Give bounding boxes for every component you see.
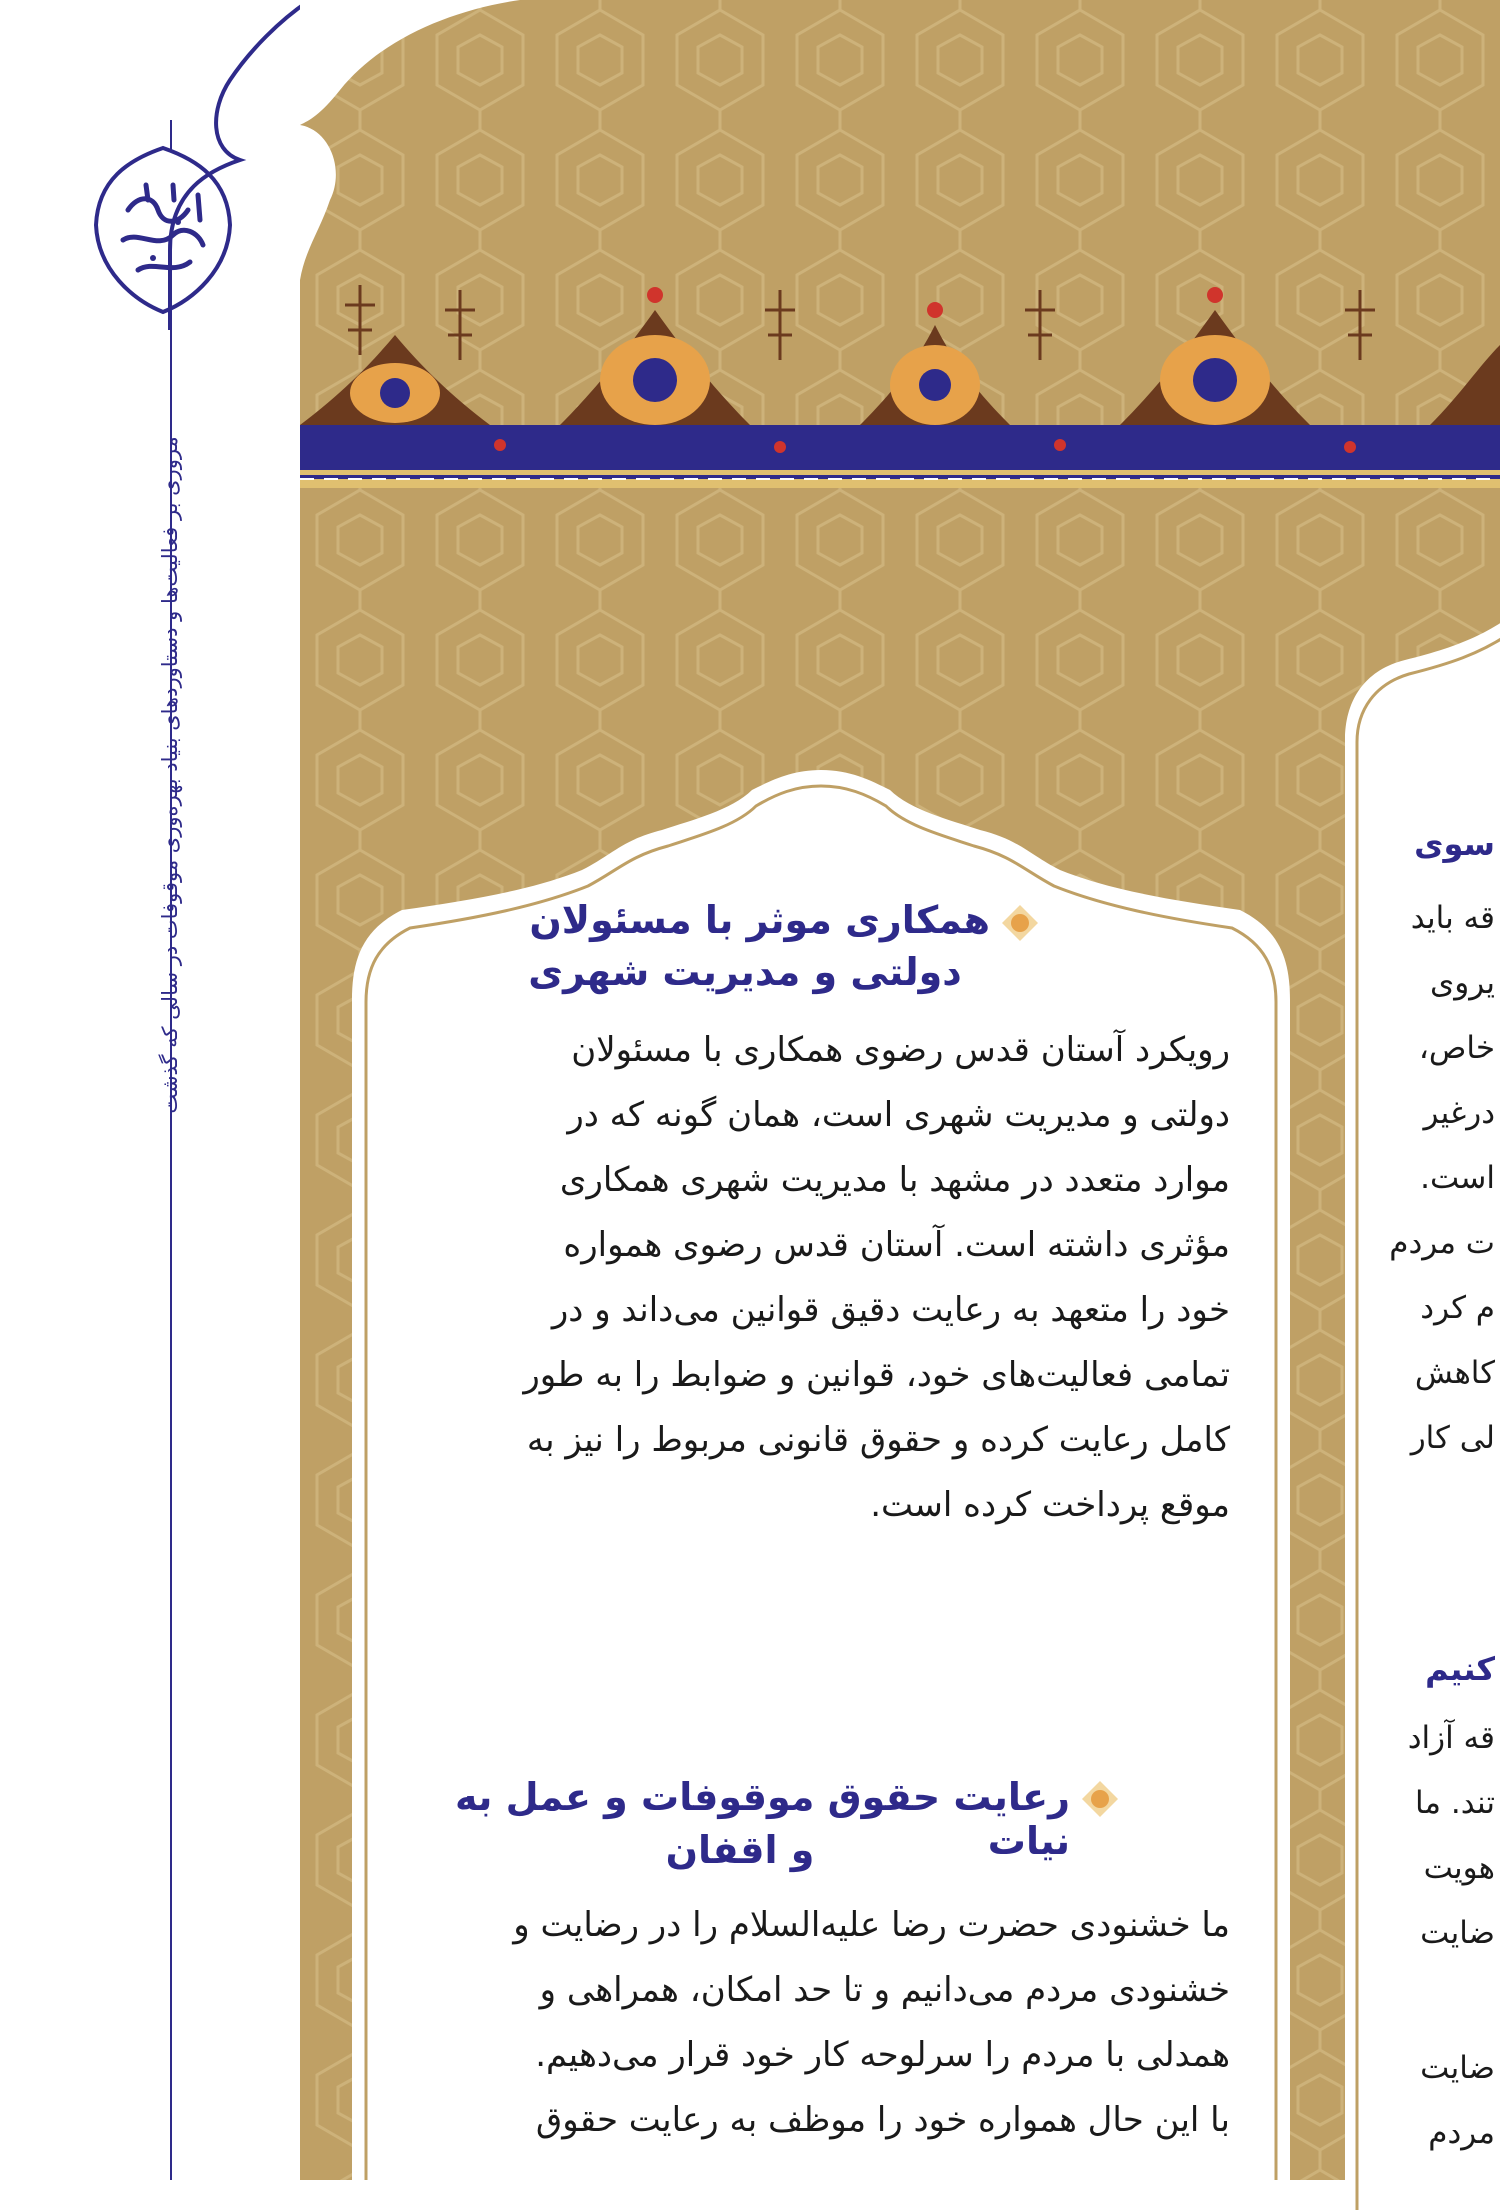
right-column-clip [1345,610,1500,2180]
right-line: تند. ما [1414,1785,1495,1821]
right-line: کاهش [1414,1355,1495,1391]
right-line: قه آزاد [1407,1720,1495,1756]
paragraph-line: دولتی و مدیریت شهری است، همان گونه که در [567,1095,1230,1135]
ornamental-band [300,275,1500,505]
right-line: ت مردم [1389,1225,1495,1261]
paragraph-line: خشنودی مردم می‌دانیم و تا حد امکان، همراهی و [539,1970,1230,2010]
right-line: درغیر [1423,1095,1495,1131]
paragraph-line: خود را متعهد به رعایت دقیق قوانین می‌داند و در [551,1290,1230,1330]
arch-corner [300,0,520,300]
paragraph-line: مؤثری داشته است. آستان قدس رضوی همواره [563,1225,1230,1265]
right-line: قه باید [1410,900,1495,936]
right-line: ضایت [1420,2050,1495,2086]
right-line: ضایت [1420,1915,1495,1951]
right-line: خاص، [1418,1030,1495,1066]
section-heading-line2: دولتی و مدیریت شهری [528,950,962,994]
bullet-icon [1000,903,1040,943]
right-line: است. [1420,1160,1495,1196]
paragraph-line: کامل رعایت کرده و حقوق قانونی مربوط را نیز به [526,1420,1230,1460]
running-head: مروری بر فعالیت‌ها و دستاوردهای بنیاد بهره‌وری موقوفات در سالی که گذشت [158,436,182,1114]
paragraph-line: رویکرد آستان قدس رضوی همکاری با مسئولان [571,1030,1230,1070]
paragraph-line: موقع پرداخت کرده است. [870,1485,1230,1525]
paragraph-line: موارد متعدد در مشهد با مدیریت شهری همکاری [559,1160,1230,1200]
right-heading: سوی [1414,825,1495,863]
right-heading: کنیم [1425,1650,1495,1688]
margin-arch-ornament [150,0,310,330]
paragraph-line: تمامی فعالیت‌های خود، قوانین و ضوابط را به طور [523,1355,1230,1395]
right-line: م کرد [1420,1290,1495,1326]
right-line: هویت [1423,1850,1495,1886]
section-heading: رعایت حقوق موقوفات و عمل به نیات [455,1775,1070,1863]
right-line: مردم [1428,2115,1495,2151]
right-line: لی کار [1410,1420,1495,1456]
section-heading-line2: و اقفان [665,1828,815,1872]
right-line: یروی [1430,965,1495,1001]
paragraph-line: با این حال همواره خود را موظف به رعایت حقوق [535,2100,1230,2140]
paragraph-line: ما خشنودی حضرت رضا علیه‌السلام را در رضایت و [513,1905,1230,1945]
bullet-icon [1080,1779,1120,1819]
section-heading: همکاری موثر با مسئولان [529,898,990,942]
paragraph-line: همدلی با مردم را سرلوحه کار خود قرار می‌دهیم. [535,2035,1230,2075]
